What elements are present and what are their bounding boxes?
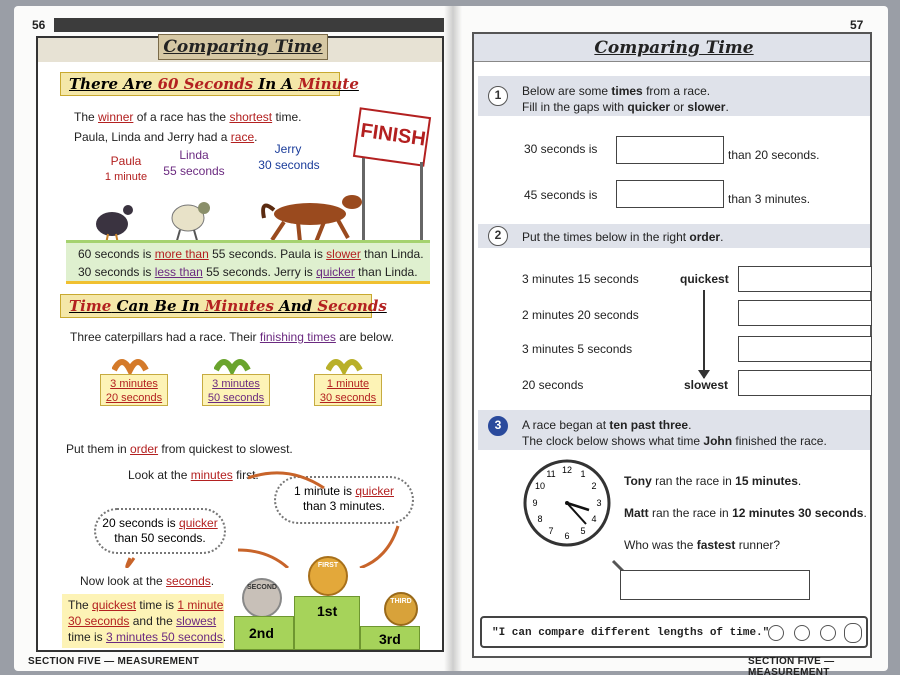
arrow-to-second-medal	[238, 550, 288, 568]
q1-answer-box-1[interactable]	[616, 136, 724, 164]
fastest-question: Who was the fastest runner?	[624, 538, 781, 552]
clock-number-12: 12	[561, 465, 573, 475]
left-page-number: 56	[32, 18, 46, 32]
q2-time-1: 3 minutes 15 seconds	[522, 272, 639, 286]
q2-instruction: Put the times below in the right order.	[522, 230, 724, 244]
sheep-icon	[172, 202, 210, 244]
runner-paula-name: Paula	[110, 154, 142, 168]
third-medal: THIRD	[384, 592, 418, 626]
clock-number-10: 10	[534, 481, 546, 491]
race-summary-box	[66, 240, 430, 284]
right-page-title: Comparing Time	[594, 38, 754, 58]
clock-number-2: 2	[591, 481, 597, 491]
q1-number: 1	[488, 86, 508, 106]
left-page-title: Comparing Time	[158, 34, 328, 60]
q1-line-1: Below are some times from a race.	[522, 84, 711, 98]
clock-number-7: 7	[548, 526, 554, 536]
q2-answer-box-3[interactable]	[738, 336, 872, 362]
caterpillar-orange-icon	[112, 352, 152, 374]
right-footer: SECTION FIVE — MEASUREMENT	[748, 656, 835, 675]
conclusion-box: The quickest time is 1 minute 30 seconds and the slowest time is 3 minutes 50 seconds.	[62, 594, 224, 648]
race-sentence: Paula, Linda and Jerry had a race.	[74, 130, 258, 144]
q2-time-3: 3 minutes 5 seconds	[522, 342, 633, 356]
q1-row1-left: 30 seconds is	[524, 142, 598, 156]
turkey-icon	[96, 205, 133, 244]
arrow-to-first-medal	[360, 526, 398, 568]
section1-heading-text: There Are 60 Seconds In A Minute	[69, 75, 359, 93]
book-spine-shadow	[444, 6, 462, 671]
caterpillar-intro: Three caterpillars had a race. Their finishing times are below.	[70, 330, 394, 344]
runner-paula-time: 1 minute	[104, 171, 148, 183]
clock-number-5: 5	[580, 526, 586, 536]
smiley-rating-icon[interactable]	[844, 623, 862, 643]
podium-third: 3rd	[360, 626, 420, 650]
order-arrow-shaft	[703, 290, 705, 378]
arrow-to-minutes-cloud	[248, 473, 324, 488]
thumbs-down-rating-icon[interactable]	[820, 625, 836, 641]
self-assessment-bar	[480, 616, 868, 648]
arrow-to-seconds-cloud	[127, 558, 134, 567]
q1-row2-right: than 3 minutes.	[728, 192, 811, 206]
q1-row2-left: 45 seconds is	[524, 188, 598, 202]
quickest-label: quickest	[680, 272, 729, 286]
podium-second: 2nd	[234, 616, 294, 650]
clock-number-9: 9	[532, 498, 538, 508]
caterpillar-green-icon	[214, 352, 254, 374]
clock-number-4: 4	[591, 514, 597, 524]
left-header-strip	[54, 18, 444, 32]
time-card-2: 3 minutes 50 seconds	[202, 374, 270, 406]
clock-number-11: 11	[546, 469, 556, 479]
runner-linda-time: 55 seconds	[163, 164, 225, 178]
q2-number: 2	[488, 226, 508, 246]
winner-sentence: The winner of a race has the shortest time.	[74, 110, 302, 124]
summary-line-1: 60 seconds is more than 55 seconds. Paula is slower than Linda.	[78, 247, 424, 261]
clock-number-3: 3	[596, 498, 602, 508]
horse-icon	[263, 195, 362, 242]
race-animals-illustration	[84, 188, 374, 248]
runner-jerry-time: 30 seconds	[258, 158, 320, 172]
q3-line-1: A race began at ten past three.	[522, 418, 692, 432]
podium-first: 1st	[294, 596, 360, 650]
time-card-3: 1 minute 30 seconds	[314, 374, 382, 406]
right-page-number: 57	[850, 18, 864, 32]
right-page-frame	[472, 32, 872, 658]
right-page	[452, 6, 888, 675]
q2-answer-box-1[interactable]	[738, 266, 872, 292]
runner-linda-name: Linda	[179, 148, 209, 162]
section1-heading	[60, 72, 359, 96]
self-assessment-quote: "I can compare different lengths of time."	[492, 627, 770, 639]
section2-heading	[60, 294, 387, 318]
tony-statement: Tony ran the race in 15 minutes.	[624, 474, 802, 488]
q1-row1-right: than 20 seconds.	[728, 148, 820, 162]
clock-number-8: 8	[537, 514, 543, 524]
left-page	[14, 6, 452, 671]
slowest-label: slowest	[684, 378, 729, 392]
seconds-comparison-cloud: 20 seconds is quicker than 50 seconds.	[94, 508, 226, 554]
q3-number: 3	[488, 416, 508, 436]
time-card-1: 3 minutes 20 seconds	[100, 374, 168, 406]
q2-time-2: 2 minutes 20 seconds	[522, 308, 639, 322]
q1-line-2: Fill in the gaps with quicker or slower.	[522, 100, 729, 114]
left-footer: SECTION FIVE — MEASUREMENT	[28, 656, 200, 667]
section2-heading-text: Time Can Be In Minutes And Seconds	[69, 297, 387, 315]
minutes-hint: Look at the minutes first.	[128, 468, 259, 482]
analog-clock-icon	[522, 458, 612, 548]
q2-answer-box-4[interactable]	[738, 370, 872, 396]
thumbs-side-rating-icon[interactable]	[794, 625, 810, 641]
minutes-comparison-cloud: 1 minute is quicker than 3 minutes.	[274, 476, 414, 524]
left-page-frame	[36, 36, 444, 652]
caterpillar-yellow-icon	[326, 352, 366, 374]
thumbs-up-rating-icon[interactable]	[768, 625, 784, 641]
runner-jerry-name: Jerry	[274, 142, 302, 156]
seconds-hint: Now look at the seconds.	[80, 574, 215, 588]
finish-sign-text: FINISH	[359, 119, 428, 151]
q3-line-2: The clock below shows what time John finished the race.	[522, 434, 827, 448]
q2-time-4: 20 seconds	[522, 378, 584, 392]
summary-line-2: 30 seconds is less than 55 seconds. Jerry is quicker than Linda.	[78, 265, 418, 279]
q3-answer-box[interactable]	[620, 570, 810, 600]
finish-post-right	[420, 162, 423, 244]
matt-statement: Matt ran the race in 12 minutes 30 seconds.	[624, 506, 867, 520]
hint-arrows	[98, 458, 428, 568]
q1-answer-box-2[interactable]	[616, 180, 724, 208]
second-medal: SECOND	[242, 578, 282, 618]
clock-number-6: 6	[564, 531, 570, 541]
finish-post-left	[362, 158, 365, 244]
clock-number-1: 1	[580, 469, 586, 479]
open-workbook	[14, 6, 888, 675]
q2-answer-box-2[interactable]	[738, 300, 872, 326]
first-medal: FIRST	[308, 556, 348, 596]
order-instruction: Put them in order from quickest to slowest.	[66, 442, 293, 456]
